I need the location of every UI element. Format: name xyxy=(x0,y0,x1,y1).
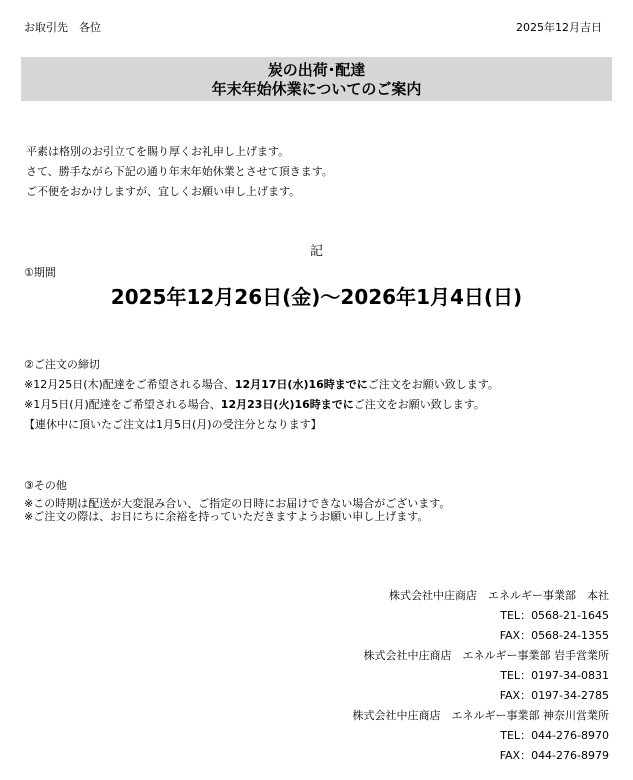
greeting-line: さて、勝手ながら下記の通り年末年始休業とさせて頂きます。 xyxy=(26,165,333,178)
deadline-line-1-post: ご注文をお願い致します。 xyxy=(367,378,499,391)
deadline-line-2-post: ご注文をお願い致します。 xyxy=(353,398,485,411)
section-other-heading: ③その他 xyxy=(24,479,67,492)
section-deadline-heading: ②ご注文の締切 xyxy=(24,358,100,371)
deadline-line-2-pre: ※1月5日(月)配達をご希望される場合、 xyxy=(24,398,221,411)
title-line-1: 炭の出荷･配達 xyxy=(267,61,366,79)
deadline-line-1-pre: ※12月25日(木)配達をご希望される場合、 xyxy=(24,378,235,391)
office-tel: TEL：044-276-8970 xyxy=(500,729,609,742)
office-tel: TEL：0197-34-0831 xyxy=(500,669,609,682)
greeting-line: 平素は格別のお引立てを賜り厚くお礼申し上げます。 xyxy=(26,145,290,158)
other-line-1: ※この時期は配送が大変混み合い、ご指定の日時にお届けできない場合がございます。 xyxy=(24,497,451,510)
section-period-heading: ①期間 xyxy=(24,266,56,279)
office-fax: FAX：0197-34-2785 xyxy=(499,689,609,702)
office-name: 株式会社中庄商店 エネルギー事業部 本社 xyxy=(389,589,609,602)
title-line-2: 年末年始休業についてのご案内 xyxy=(211,80,422,98)
greeting-line: ご不便をおかけしますが、宜しくお願い申し上げます。 xyxy=(26,185,301,198)
office-tel: TEL：0568-21-1645 xyxy=(500,609,609,622)
deadline-line-1-bold: 12月17日(水)16時までに xyxy=(234,378,368,391)
contact-block xyxy=(353,589,610,769)
section-deadline xyxy=(24,358,499,438)
deadline-note: 【連休中に頂いたご注文は1月5日(月)の受注分となります】 xyxy=(24,418,322,431)
title-banner xyxy=(21,57,612,101)
section-other xyxy=(24,479,450,523)
recipient: お取引先 各位 xyxy=(24,21,101,34)
office-fax: FAX：0568-24-1355 xyxy=(499,629,609,642)
closure-period: 2025年12月26日(金)～2026年1月4日(日) xyxy=(110,285,523,309)
office-fax: FAX：044-276-8979 xyxy=(499,749,609,762)
issue-date: 2025年12月吉日 xyxy=(516,21,602,34)
deadline-line-2 xyxy=(24,398,499,418)
office-name: 株式会社中庄商店 エネルギー事業部 神奈川営業所 xyxy=(352,709,609,722)
greeting xyxy=(26,145,333,205)
deadline-line-1 xyxy=(24,378,499,398)
other-line-2: ※ご注文の際は、お日にちに余裕を持っていただきますようお願い申し上げます。 xyxy=(24,510,429,523)
ki-heading: 記 xyxy=(309,244,323,259)
deadline-line-2-bold: 12月23日(火)16時までに xyxy=(220,398,354,411)
office-name: 株式会社中庄商店 エネルギー事業部 岩手営業所 xyxy=(363,649,609,662)
